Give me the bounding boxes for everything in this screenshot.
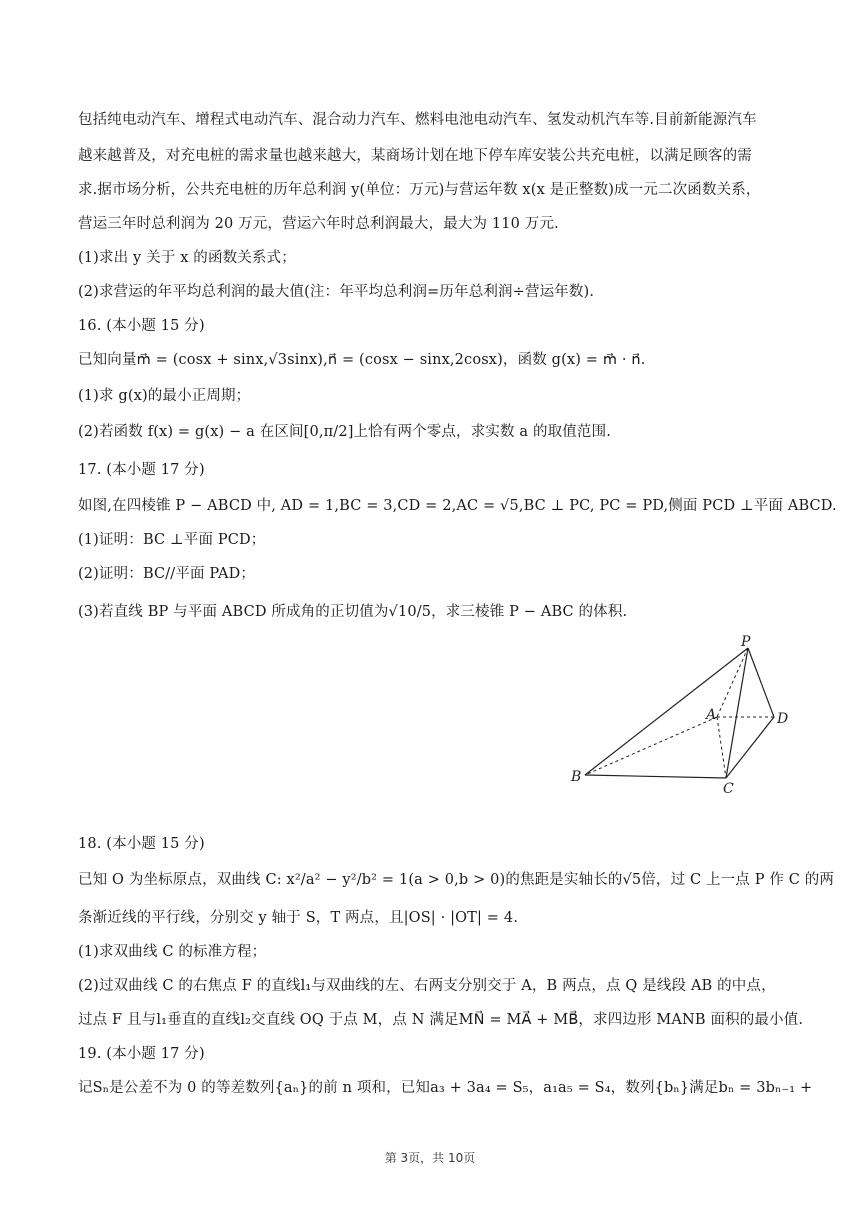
edge-CD bbox=[726, 717, 774, 778]
edge-PD bbox=[748, 648, 774, 717]
text-line: 包括纯电动汽车、增程式电动汽车、混合动力汽车、燃料电池电动汽车、氢发动机汽车等.目前新能源汽车 bbox=[78, 112, 757, 128]
label-C: C bbox=[723, 781, 734, 797]
edge-BC bbox=[585, 775, 726, 778]
text-line: (2)证明：BC//平面 PAD； bbox=[78, 566, 256, 582]
label-D: D bbox=[777, 711, 789, 727]
edge-AB bbox=[585, 717, 717, 775]
text-line: 如图,在四棱锥 P − ABCD 中, AD = 1,BC = 3,CD = 2,AC = √5,BC ⊥ PC, PC = PD,侧面 PCD ⊥平面 ABCD. bbox=[78, 498, 837, 514]
question-heading: 16. (本小题 15 分) bbox=[78, 318, 205, 334]
text-line: 已知 O 为坐标原点，双曲线 C: x²/a² − y²/b² = 1(a > 0,b > 0)的焦距是实轴长的√5倍，过 C 上一点 P 作 C 的两 bbox=[78, 872, 835, 888]
text-line: (3)若直线 BP 与平面 ABCD 所成角的正切值为√10/5，求三棱锥 P − ABC 的体积. bbox=[78, 604, 628, 620]
label-B: B bbox=[571, 769, 582, 785]
text-line: (2)过双曲线 C 的右焦点 F 的直线l₁与双曲线的左、右两支分别交于 A，B 两点，点 Q 是线段 AB 的中点， bbox=[78, 978, 776, 994]
text-line: 已知向量m⃗ = (cosx + sinx,√3sinx),n⃗ = (cosx − sinx,2cosx)，函数 g(x) = m⃗ · n⃗. bbox=[78, 352, 646, 368]
label-P: P bbox=[741, 634, 751, 650]
text-line: 越来越普及，对充电桩的需求量也越来越大，某商场计划在地下停车库安装公共充电桩，以满足顾客的需 bbox=[78, 148, 752, 164]
text-line: 求.据市场分析，公共充电桩的历年总利润 y(单位：万元)与营运年数 x(x 是正整数)成一元二次函数关系， bbox=[78, 182, 761, 198]
text-line: 记Sₙ是公差不为 0 的等差数列{aₙ}的前 n 项和，已知a₃ + 3a₄ = S₅，a₁a₅ = S₄，数列{bₙ}满足bₙ = 3bₙ₋₁ + bbox=[78, 1080, 813, 1096]
edge-PA bbox=[717, 648, 748, 717]
text-line: (2)求营运的年平均总利润的最大值(注：年平均总利润=历年总利润÷营运年数). bbox=[78, 284, 595, 300]
text-line: (1)证明：BC ⊥平面 PCD； bbox=[78, 532, 266, 548]
text-line: 过点 F 且与l₁垂直的直线l₂交直线 OQ 于点 M，点 N 满足MN⃗ = MA⃗ + MB⃗，求四边形 MANB 面积的最小值. bbox=[78, 1012, 804, 1028]
page-footer: 第 3页，共 10页 bbox=[384, 1151, 476, 1165]
text-line: 条渐近线的平行线，分别交 y 轴于 S，T 两点，且|OS| · |OT| = 4. bbox=[78, 910, 518, 926]
edge-PC bbox=[726, 648, 748, 778]
question-heading: 19. (本小题 17 分) bbox=[78, 1046, 205, 1062]
text-line: (2)若函数 f(x) = g(x) − a 在区间[0,π/2]上恰有两个零点，求实数 a 的取值范围. bbox=[78, 424, 611, 440]
question-heading: 18. (本小题 15 分) bbox=[78, 836, 205, 852]
label-A: A bbox=[706, 707, 717, 723]
edge-AC bbox=[717, 717, 726, 778]
text-line: (1)求出 y 关于 x 的函数关系式； bbox=[78, 250, 296, 266]
text-line: (1)求双曲线 C 的标准方程； bbox=[78, 944, 267, 960]
text-line: 营运三年时总利润为 20 万元，营运六年时总利润最大，最大为 110 万元. bbox=[78, 216, 559, 232]
edge-PB bbox=[585, 648, 748, 775]
text-line: (1)求 g(x)的最小正周期； bbox=[78, 388, 251, 404]
question-heading: 17. (本小题 17 分) bbox=[78, 462, 205, 478]
pyramid-figure bbox=[565, 634, 805, 804]
